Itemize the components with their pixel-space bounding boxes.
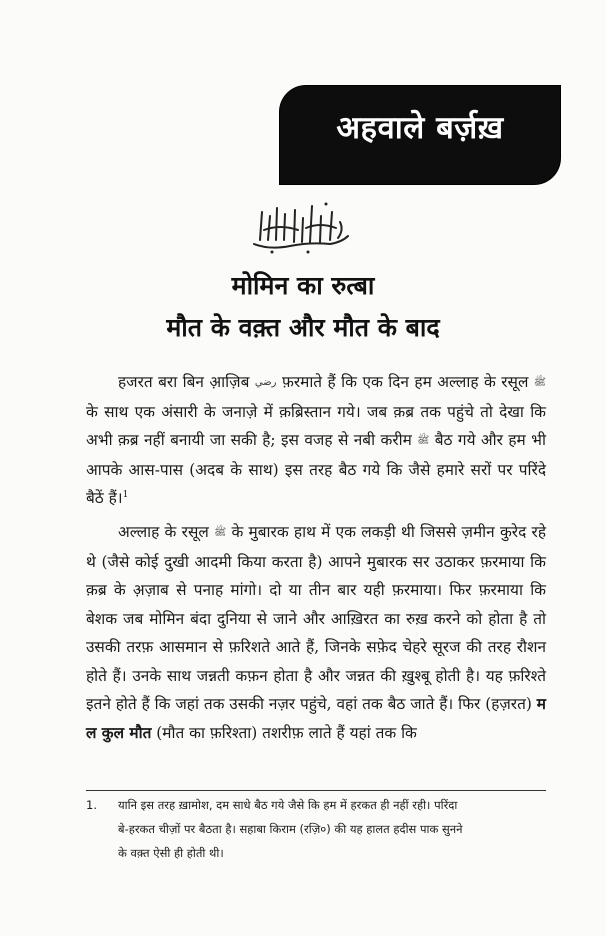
- para2-text-c: (मौत का फ़रिश्ता) तशरीफ़ लाते हैं यहां तक कि: [156, 723, 417, 742]
- section-heading-2: मौत के वक़्त और मौत के बाद: [166, 313, 440, 342]
- footnote-number: 1.: [86, 798, 97, 812]
- footnote: [86, 793, 550, 865]
- para1-text-a: हजरत बरा बिन आ़ज़िब: [118, 373, 250, 391]
- para1-text-b: फ़रमाते हैं कि एक दिन हम अल्लाह के रसूल: [281, 373, 529, 391]
- footnote-marker: 1: [122, 489, 129, 500]
- chapter-title: अहवाले बर्ज़ख़: [336, 110, 504, 146]
- footnote-line-3: के वक़्त ऐसी ही होती थी।: [118, 846, 224, 860]
- angel-name: म ल कुल मौत: [86, 695, 546, 742]
- honorific-saw-icon: ﷺ: [533, 377, 546, 388]
- bismillah-calligraphy: [250, 200, 352, 256]
- footnote-divider: [86, 790, 546, 791]
- honorific-saw-icon: ﷺ: [214, 527, 227, 538]
- chapter-banner: [280, 86, 560, 184]
- honorific-saw-icon: ﷺ: [417, 435, 430, 446]
- para1-text-c: के साथ एक अंसारी के जनाज़े में क़ब्रिस्तान गये। जब क़ब्र तक पहुंचे तो देखा कि अभी क़ब्र नहीं बनायी जा सकी है; इस वजह से नबी करीम: [86, 402, 546, 449]
- para1-text-d: बैठ गये और हम भी आपके आस-पास (अदब के साथ) इस तरह बैठ गये कि जैसे हमारे सरों पर परिंदे बैठें हैं।: [86, 431, 546, 507]
- paragraph-2: [86, 518, 546, 747]
- section-heading-1: मोमिन का रुत्बा: [231, 271, 375, 300]
- paragraph-1: [86, 368, 546, 513]
- para2-text-a: अल्लाह के रसूल: [118, 523, 209, 541]
- footnote-line-2: बे-हरकत चीज़ों पर बैठता है। सहाबा किराम (रज़ि०) की यह हालत हदीस पाक सुनने: [118, 822, 463, 836]
- para2-text-b: के मुबारक हाथ में एक लकड़ी थी जिससे ज़मीन कुरेद रहे थे (जैसे कोई दुखी आदमी किया करता है) आपने मुबारक सर उठाकर फ़रमाया कि क़ब्र के अ़ज़ाब से पनाह मांगो। दो या तीन बार यही फ़रमाया। फिर फ़रमाया कि बेशक जब मोमिन बंदा दुनिया से जाने और आख़िरत का रुख़ करने को होता है तो उसकी तरफ़ आसमान से फ़रिशते आते हैं, जिनके सफ़ेद चेहरे सूरज की तरह रौशन होते हैं। उनके साथ जन्नती कफ़न होता है और जन्नत की ख़ुश्बू होती है। यह फ़रिश्ते इतने होते हैं कि जहां तक उसकी नज़र पहुंचे, वहां तक बैठ जाते हैं। फिर (हज़रत): [86, 523, 547, 713]
- honorific-ra-icon: رضي: [254, 377, 277, 388]
- footnote-line-1: यानि इस तरह ख़ामोश, दम साधे बैठ गये जैसे कि हम में हरकत ही नहीं रही। परिंदा: [118, 798, 458, 812]
